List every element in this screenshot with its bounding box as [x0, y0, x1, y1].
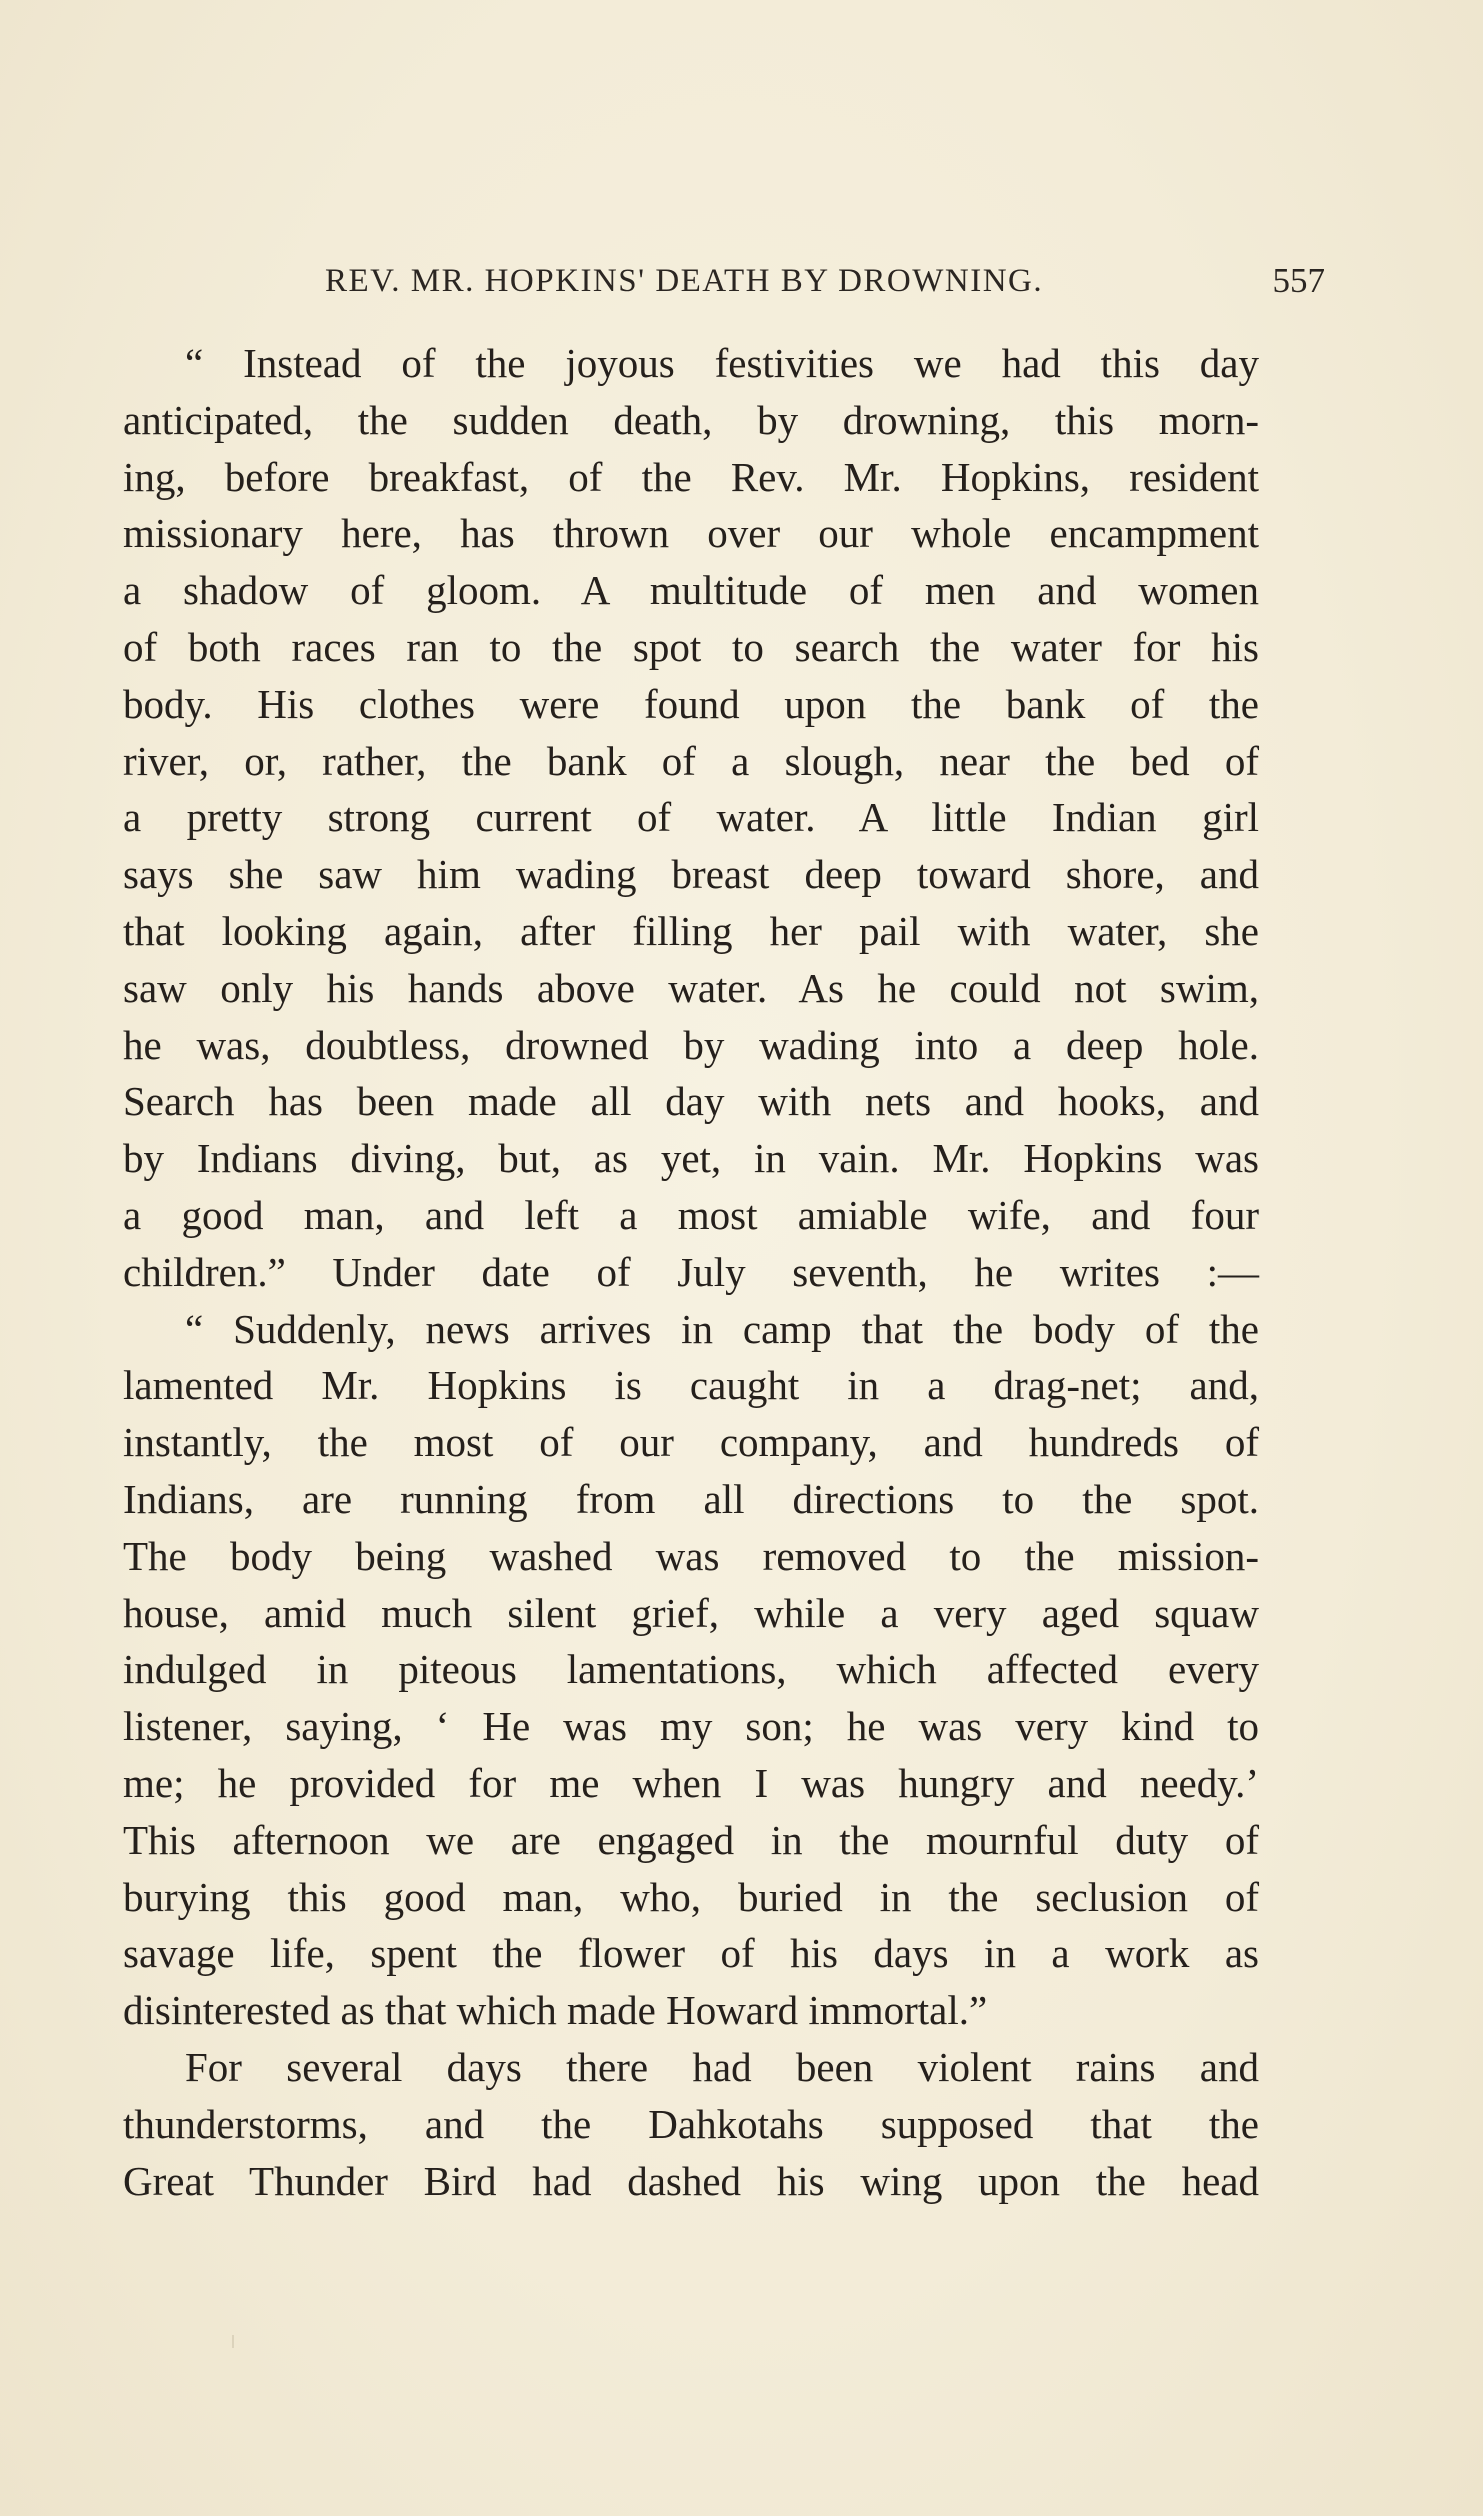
- text-line: “ Suddenly, news arrives in camp that the body of the: [185, 1305, 1259, 1352]
- text-line: says she saw him wading breast deep toward shore, and: [123, 851, 1259, 898]
- text-line: “ Instead of the joyous festivities we had this day: [185, 340, 1259, 386]
- text-line: a shadow of gloom. A multitude of men and women: [123, 567, 1259, 614]
- text-line: anticipated, the sudden death, by drowning, this morn-: [123, 396, 1259, 443]
- text-line: burying this good man, who, buried in the seclusion of: [123, 1873, 1259, 1920]
- text-line: indulged in piteous lamentations, which affected every: [123, 1646, 1259, 1693]
- text-line: savage life, spent the flower of his days in a work as: [123, 1930, 1259, 1977]
- page-number: 557: [1272, 261, 1325, 300]
- text-line: disinterested as that which made Howard immortal.”: [123, 1987, 988, 2034]
- text-line: me; he provided for me when I was hungry and needy.’: [123, 1759, 1259, 1806]
- running-head: [325, 256, 1325, 306]
- body-text: [123, 335, 1259, 2209]
- text-line: saw only his hands above water. As he could not swim,: [123, 964, 1259, 1011]
- paper-speck: [232, 2335, 234, 2348]
- text-line: a good man, and left a most amiable wife, and four: [123, 1191, 1259, 1238]
- text-line: Great Thunder Bird had dashed his wing upon the head: [123, 2157, 1259, 2204]
- text-line: For several days there had been violent rains and: [185, 2043, 1259, 2090]
- text-line: river, or, rather, the bank of a slough, near the bed of: [123, 737, 1259, 784]
- text-line: a pretty strong current of water. A little Indian girl: [123, 794, 1259, 841]
- text-line: of both races ran to the spot to search the water for his: [123, 623, 1259, 670]
- text-line: This afternoon we are engaged in the mournful duty of: [123, 1816, 1259, 1863]
- text-line: instantly, the most of our company, and hundreds of: [123, 1419, 1259, 1466]
- text-line: Search has been made all day with nets and hooks, and: [123, 1078, 1259, 1125]
- text-line: ing, before breakfast, of the Rev. Mr. Hopkins, resident: [123, 453, 1259, 500]
- running-head-title: REV. MR. HOPKINS' DEATH BY DROWNING.: [325, 263, 1044, 299]
- text-line: that looking again, after filling her pail with water, she: [123, 907, 1259, 954]
- text-line: lamented Mr. Hopkins is caught in a drag-net; and,: [123, 1362, 1259, 1409]
- text-line: by Indians diving, but, as yet, in vain. Mr. Hopkins was: [123, 1135, 1259, 1182]
- text-line: house, amid much silent grief, while a very aged squaw: [123, 1589, 1259, 1636]
- text-line: listener, saying, ‘ He was my son; he was very kind to: [123, 1703, 1259, 1750]
- text-line: Indians, are running from all directions to the spot.: [123, 1475, 1259, 1522]
- text-line: body. His clothes were found upon the bank of the: [123, 680, 1259, 727]
- text-line: he was, doubtless, drowned by wading into a deep hole.: [123, 1021, 1259, 1068]
- text-line: missionary here, has thrown over our whole encampment: [123, 510, 1259, 557]
- text-line: children.” Under date of July seventh, he writes :—: [123, 1248, 1259, 1295]
- text-line: The body being washed was removed to the mission-: [123, 1532, 1259, 1579]
- text-line: thunderstorms, and the Dahkotahs supposed that the: [123, 2100, 1259, 2147]
